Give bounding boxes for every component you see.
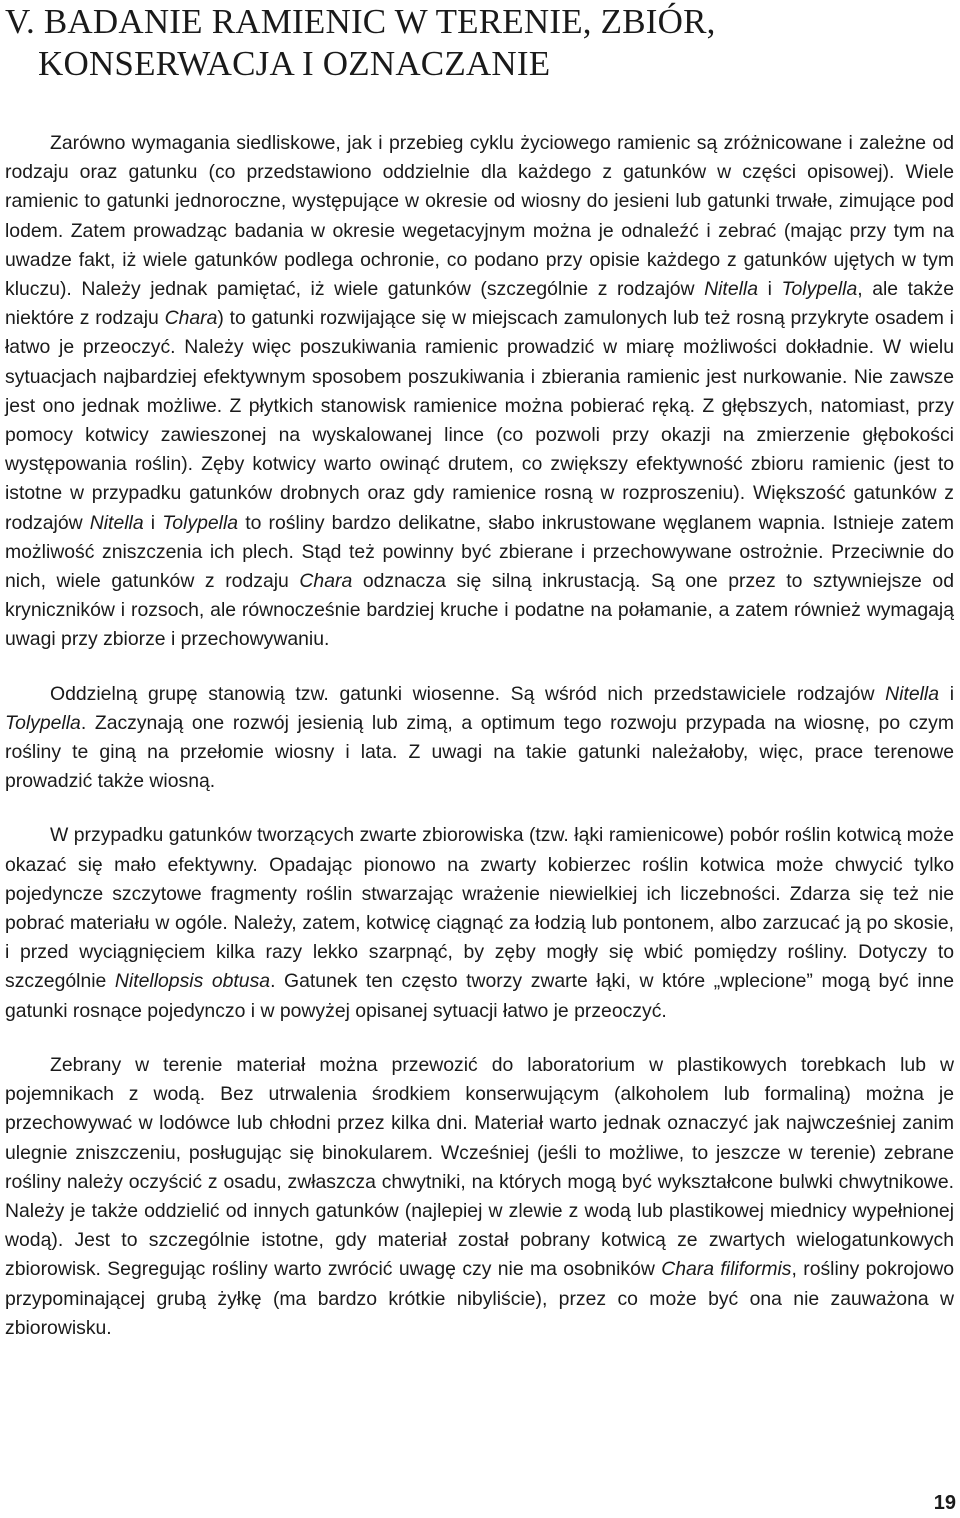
paragraph: [5, 680, 954, 797]
taxon-name: Nitella: [89, 511, 144, 534]
paragraph: [5, 129, 954, 655]
taxon-name: Tolypella: [781, 278, 858, 301]
paragraph: [5, 1051, 954, 1343]
text-run: , ale także niektóre z rodzaju: [5, 278, 954, 330]
text-run: to rośliny bardzo delikatne, słabo inkrustowane węglanem wapnia. Istnieje zatem możliwość zniszczenia ich plech. Stąd też powinny być zbierane i przechowywane ostrożnie. Przeciwnie do nich, wiele gatunków z rodzaju: [5, 511, 954, 593]
text-run: Oddzielną grupę stanowią tzw. gatunki wiosenne. Są wśród nich przedstawiciele rodzajów: [50, 682, 886, 705]
text-run: Zarówno wymagania siedliskowe, jak i przebieg cyklu życiowego ramienic są zróżnicowane i zależne od rodzaju oraz gatunku (co przedstawiono oddzielnie dla każdego z gatunków w części opisowej). Wiele ramienic to gatunki jednoroczne, występujące w okresie od wiosny do jesieni lub gatunki trwałe, zimujące pod lodem. Zatem prowadząc badania w okresie wegetacyjnym można je odnaleźć i zebrać (mając przy tym na uwadze fakt, iż wiele gatunków podlega ochronie, co podano przy opisie każdego z gatunków ujętych w tym kluczu). Należy jednak pamiętać, iż wiele gatunków (szczególnie z rodzajów: [5, 132, 954, 301]
chapter-heading-line-2: KONSERWACJA I OZNACZANIE: [38, 44, 551, 83]
taxon-name: Nitellopsis obtusa: [114, 970, 271, 993]
text-run: W przypadku gatunków tworzących zwarte zbiorowiska (tzw. łąki ramienicowe) pobór roślin kotwicą może okazać się mało efektywny. Opadając pionowo na zwarty kobierzec roślin kotwica może chwycić tylko pojedyncze szczytowe fragmenty roślin stwarzając wrażenie niewielkiej ich liczebności. Zdarza się też nie pobrać materiału w ogóle. Należy, zatem, kotwicę ciągnąć za łodzią lub pontonem, albo zarzucać ją po skosie, i przed wyciągnięciem kilka razy lekko szarpnąć, by zęby mogły się wbić pomiędzy rośliny. Dotyczy to szczególnie: [5, 824, 954, 993]
taxon-name: Nitella: [885, 682, 940, 705]
page-number: 19: [933, 1492, 956, 1514]
text-run: i: [758, 278, 782, 301]
paragraph: [5, 821, 954, 1025]
text-run: , rośliny pokrojowo przypominającej grubą żyłkę (ma bardzo krótkie nibyliście), przez co może być ona nie zauważona w zbiorowisku.: [5, 1258, 954, 1339]
chapter-heading-line-1: V. BADANIE RAMIENIC W TERENIE, ZBIÓR,: [5, 2, 716, 41]
taxon-name: Tolypella: [162, 511, 239, 534]
chapter-heading: [5, 1, 954, 85]
taxon-name: Tolypella: [5, 711, 81, 734]
text-run: odznacza się silną inkrustacją. Są one przez to sztywniejsze od kryniczników i rozsoch, ale równocześnie bardziej kruche i podatne na połamanie, a zatem również wymagają uwagi przy zbiorze i przechowywaniu.: [5, 570, 954, 651]
taxon-name: Chara: [164, 307, 218, 330]
text-run: ) to gatunki rozwijające się w miejscach zamulonych lub też rosną przykryte osadem i łatwo je przeoczyć. Należy więc poszukiwania ramienic prowadzić w miarę możliwości dokładnie. W wielu sytuacjach najbardziej efektywnym sposobem poszukiwania i zbierania ramienic jest nurkowanie. Nie zawsze jest ono jednak możliwe. Z płytkich stanowisk ramienice można pobierać ręką. Z głębszych, natomiast, przy pomocy kotwicy zawieszonej na wyskalowanej lince (co pozwoli przy okazji na zmierzenie głębokości występowania roślin). Zęby kotwicy warto owinąć drutem, co zwiększy efektywność zbioru ramienic (jest to istotne w przypadku gatunków drobnych oraz gdy ramienice rosną w rozproszeniu). Większość gatunków z rodzajów: [5, 307, 954, 534]
taxon-name: Chara: [299, 570, 353, 593]
body-text: [5, 129, 954, 1343]
text-run: . Gatunek ten często tworzy zwarte łąki, w które „wplecione” mogą być inne gatunki rosnące pojedynczo i w powyżej opisanej sytuacji łatwo je przeoczyć.: [5, 970, 954, 1022]
text-run: Zebrany w terenie materiał można przewozić do laboratorium w plastikowych torebkach lub w pojemnikach z wodą. Bez utrwalenia środkiem konserwującym (alkoholem lub formaliną) można je przechowywać w lodówce lub chłodni przez kilka dni. Materiał warto jednak oznaczyć jak najwcześniej zanim ulegnie zniszczeniu, posługując się binokularem. Wcześniej (jeśli to możliwe, to jeszcze w terenie) zebrane rośliny należy oczyścić z osadu, zwłaszcza chwytniki, na których mogą być wykształcone bulwki chwytnikowe. Należy je także oddzielić od innych gatunków (najlepiej w zlewie z wodą lub plastikowej miednicy wypełnionej wodą). Jest to szczególnie istotne, gdy materiał został pobrany kotwicą ze zwartych wielogatunkowych zbiorowisk. Segregując rośliny warto zwrócić uwagę czy nie ma osobników: [5, 1053, 954, 1281]
text-run: i: [939, 682, 955, 705]
text-run: i: [143, 511, 163, 534]
taxon-name: Chara filiformis: [661, 1258, 792, 1281]
taxon-name: Nitella: [704, 278, 759, 301]
text-run: . Zaczynają one rozwój jesienią lub zimą, a optimum tego rozwoju przypada na wiosnę, po czym rośliny te giną na przełomie wiosny i lata. Z uwagi na takie gatunki należałoby, więc, prace terenowe prowadzić także wiosną.: [5, 711, 954, 793]
